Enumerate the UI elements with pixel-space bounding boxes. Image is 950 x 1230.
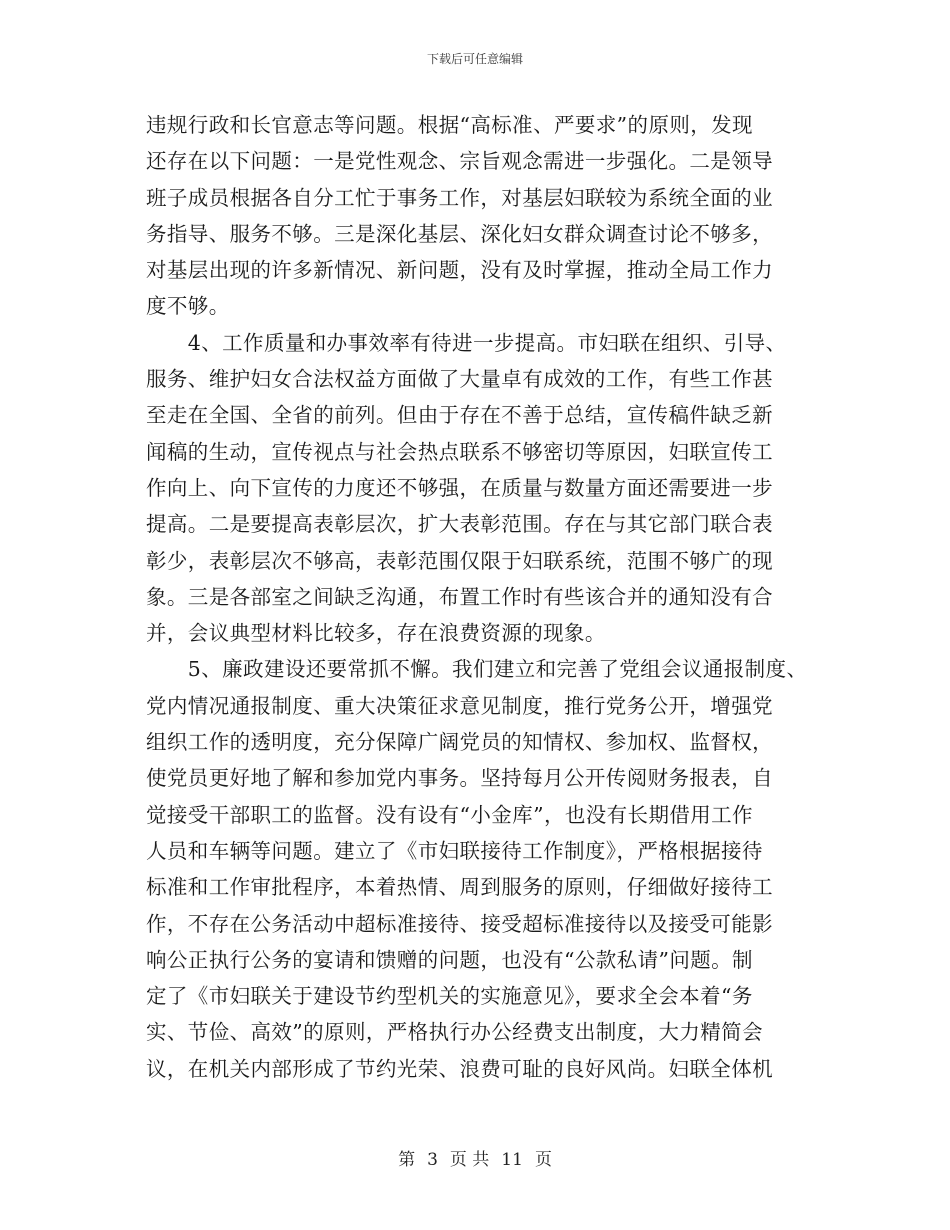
text-line: 彰少，表彰层次不够高，表彰范围仅限于妇联系统，范围不够广的现: [146, 548, 773, 573]
text-line: 务指导、服务不够。三是深化基层、深化妇女群众调查讨论不够多，: [146, 221, 773, 246]
text-line: 闻稿的生动，宣传视点与社会热点联系不够密切等原因，妇联宣传工: [146, 439, 773, 464]
text-line: 定了《市妇联关于建设节约型机关的实施意见》，要求全会本着“务: [146, 984, 753, 1009]
text-line: 服务、维护妇女合法权益方面做了大量卓有成效的工作，有些工作甚: [146, 367, 773, 392]
page-prefix: 第: [398, 1150, 416, 1170]
text-line: 违规行政和长官意志等问题。根据“高标准、严要求”的原则，发现: [146, 113, 753, 137]
text-line: 使党员更好地了解和参加党内事务。坚持每月公开传阅财务报表，自: [146, 766, 773, 791]
text-line: 5、廉政建设还要常抓不懈。我们建立和完善了党组会议通报制度、: [146, 657, 808, 682]
text-line: 实、节俭、高效”的原则，严格执行办公经费支出制度，大力精简会: [146, 1020, 763, 1045]
text-line: 还存在以下问题：一是党性观念、宗旨观念需进一步强化。二是领导: [146, 149, 773, 174]
text-line: 议，在机关内部形成了节约光荣、浪费可耻的良好风尚。妇联全体机: [146, 1056, 773, 1081]
body-text: [146, 107, 806, 1087]
text-line: 组织工作的透明度，充分保障广阔党员的知情权、参加权、监督权，: [146, 730, 773, 755]
page-mid: 页 共: [449, 1150, 490, 1170]
page-header: 下载后可任意编辑: [426, 52, 523, 66]
text-line: 作向上、向下宣传的力度还不够强，在质量与数量方面还需要进一步: [146, 475, 773, 500]
page-footer: [0, 1149, 950, 1171]
text-line: 至走在全国、全省的前列。但由于存在不善于总结，宣传稿件缺乏新: [146, 403, 773, 428]
text-line: 4、工作质量和办事效率有待进一步提高。市妇联在组织、引导、: [146, 330, 787, 355]
text-line: 班子成员根据各自分工忙于事务工作，对基层妇联较为系统全面的业: [146, 185, 773, 210]
text-line: 觉接受干部职工的监督。没有设有“小金库”，也没有长期借用工作: [146, 802, 753, 827]
text-line: 并，会议典型材料比较多，存在浪费资源的现象。: [146, 621, 606, 646]
text-line: 度不够。: [146, 294, 230, 319]
text-line: 标准和工作审批程序，本着热情、周到服务的原则，仔细做好接待工: [146, 875, 773, 900]
page-suffix: 页: [534, 1150, 552, 1170]
page-number: 3: [427, 1150, 438, 1170]
text-line: 党内情况通报制度、重大决策征求意见制度，推行党务公开，增强党: [146, 693, 773, 718]
text-line: 对基层出现的许多新情况、新问题，没有及时掌握，推动全局工作力: [146, 258, 773, 283]
text-line: 作，不存在公务活动中超标准接待、接受超标准接待以及接受可能影: [146, 911, 773, 936]
page-total: 11: [501, 1150, 523, 1170]
text-line: 象。三是各部室之间缺乏沟通，布置工作时有些该合并的通知没有合: [146, 584, 773, 609]
text-line: 响公正执行公务的宴请和馈赠的问题，也没有“公款私请”问题。制: [146, 947, 753, 972]
text-line: 人员和车辆等问题。建立了《市妇联接待工作制度》，严格根据接待: [146, 838, 763, 863]
text-line: 提高。二是要提高表彰层次，扩大表彰范围。存在与其它部门联合表: [146, 512, 773, 537]
